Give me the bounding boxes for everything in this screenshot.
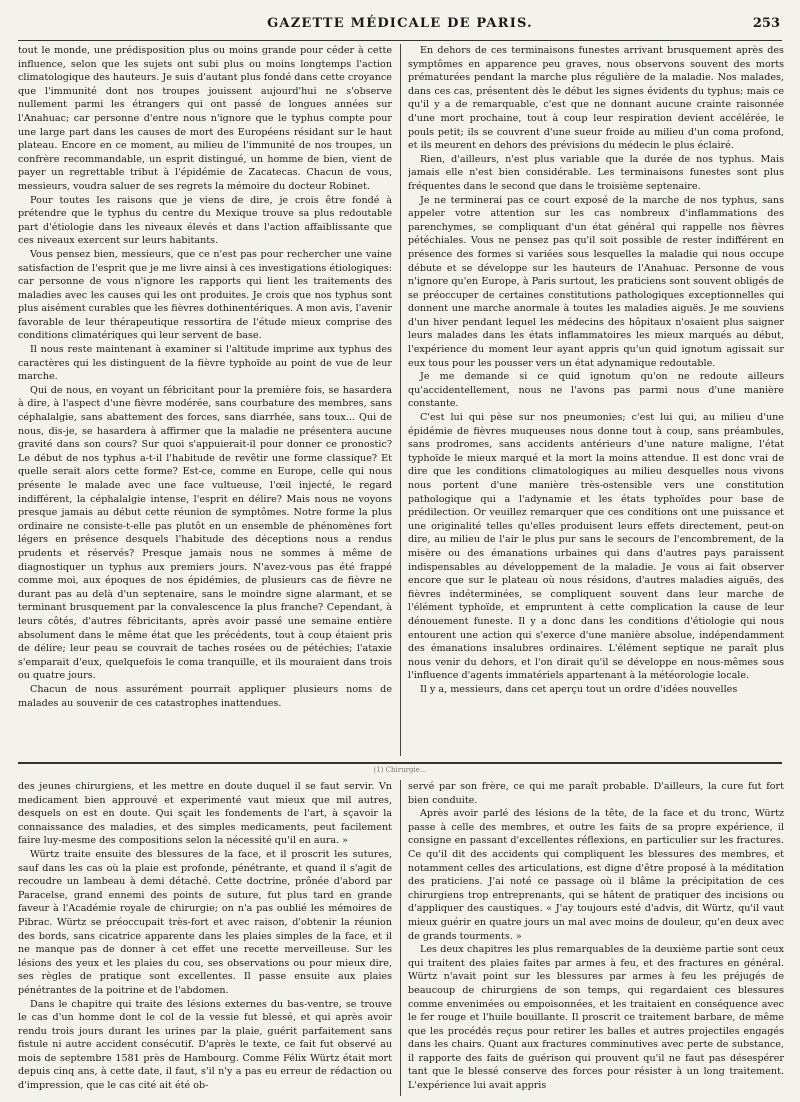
upper-right-column	[408, 44, 784, 756]
paragraph: Il y a, messieurs, dans cet aperçu tout un ordre d'idées nouvelles	[420, 683, 738, 695]
paragraph: En dehors de ces terminaisons funestes arrivant brusquement après des symptômes en apparence peu graves, nous observons souvent des morts prématurées pendant la marche plus régulière de la maladie. Nos malades, dans ces cas, présentent dès le début les signes évidents du typhus; mais ce qu'il y a de remarquable, c'est que ne donnant aucune crainte raisonnée d'une mort prochaine, tout à coup leur respiration devient accélérée, le pouls petit; ils se couvrent d'une sueur froide au milieu d'un coma profond, et ils meurent en dehors des prévisions du médecin le plus éclairé.	[408, 45, 784, 152]
paragraph: tout le monde, une prédisposition plus ou moins grande pour céder à cette influence, selon que les sujets ont subi plus ou moins longtemps l'action climatologique des hauteurs. Je suis d'autant plus fondé dans cette croyance que l'immunité dont nos troupes jouissent aujourd'hui ne s'observe nullement parmi les étrangers qui ont passé de longues années sur l'Anahuac; car personne d'entre nous n'ignore que le typhus compte pour une large part dans les causes de mort des Européens résidant sur le haut plateau. Encore en ce moment, au milieu de l'immunité de nos troupes, un confrère recommandable, un esprit distingué, un homme de bien, vient de payer un regrettable tribut à l'épidémie de Zacatecas. Chacun de vous, messieurs, voudra saluer de ses regrets la mémoire du docteur Robinet.	[18, 45, 392, 192]
page-number: 253	[752, 16, 780, 31]
column-divider	[400, 44, 401, 756]
lower-right-column	[408, 780, 784, 1096]
paragraph: Je me demande si ce quid ignotum qu'on ne redoute ailleurs qu'accidentellement, nous ne l'avons pas parmi nous d'une manière constante.	[408, 371, 784, 410]
paragraph: Chacun de nous assurément pourrait appliquer plusieurs noms de malades au souvenir de ces catastrophes inattendues.	[18, 683, 392, 709]
column-divider	[400, 780, 401, 1096]
paragraph: des jeunes chirurgiens, et les mettre en doute duquel il se faut servir. Vn medicament bien approuvé et experimenté vaut mieux que mil autres, desquels on est en doute. Qui sçait les fondements de l'art, à sçavoir la connaissance des maladies, et des simples medicaments, peut facilement faire luy-mesme des compositions selon la nécessité qu'il en aura. »	[18, 781, 392, 847]
upper-left-column	[18, 44, 392, 756]
bleed-through-footnote: (1) Chirurgie...	[373, 766, 427, 774]
paragraph: Après avoir parlé des lésions de la tête, de la face et du tronc, Würtz passe à celle des membres, et outre les faits de sa propre expérience, il consigne en passant d'excellentes réflexions, en particulier sur les fractures. Ce qu'il dit des accidents qui compliquent les blessures des membres, et notamment celles des articulations, est digne d'être proposé à la méditation des praticiens. J'ai noté ce passage où il blâme la précipitation de ces chirurgiens trop entreprenants, qui se hâtent de pratiquer des incisions ou d'appliquer des caustiques. « J'ay toujours esté d'advis, dit Würtz, qu'il vaut mieux guérir en quatre jours un mal avec moins de douleur, qu'en deux avec de grands tourments. »	[408, 808, 784, 942]
paragraph: Vous pensez bien, messieurs, que ce n'est pas pour rechercher une vaine satisfaction de l'esprit que je me livre ainsi à ces investigations étiologiques: car personne de vous n'ignore les rapports qui lient les traitements des maladies avec les causes qui les ont produites. Je crois que nos typhus sont plus aisément curables que les fièvres dothinentériques. A mon avis, l'avenir favorable de leur thérapeutique ressortira de l'étude mieux comprise des conditions climatériques qui leur servent de base.	[18, 248, 392, 342]
paragraph: C'est lui qui pèse sur nos pneumonies; c'est lui qui, au milieu d'une épidémie de fièvres muqueuses nous donne tout à coup, sans préambules, sans prodromes, sans accidents antérieurs d'une nature maligne, l'état typhoïde le mieux marqué et la mort la moins attendue. Il est donc vrai de dire que les conditions climatologiques au milieu desquelles nous vivons nous portent d'une manière très-ostensible vers une constitution pathologique qui a l'adynamie et les états typhoïdes pour base de prédilection. Or veuillez remarquer que ces conditions ont une puissance et une originalité telles qu'elles produisent leurs effets directement, peut-on dire, au milieu de l'air le plus pur sans le secours de l'encombrement, de la misère ou des émanations urbaines qui dans d'autres pays paraissent indispensables au développement de la maladie. Je vous ai fait observer encore que sur le plateau où nous résidons, d'autres maladies aiguës, des fièvres indéterminées, se compliquent souvent dans leur marche de l'élément typhoïde, et empruntent à cette complication la cause de leur dénouement funeste. Il y a donc dans les conditions d'étiologie qui nous entourent une action qui s'exerce d'une manière absolue, indépendamment des émanations insalubres ordinaires. L'élément septique ne paraît plus nous venir du dehors, et l'on dirait qu'il se développe en nous-mêmes sous l'influence d'agents immatériels appartenant à la météorologie locale.	[408, 412, 784, 682]
paragraph: Il nous reste maintenant à examiner si l'altitude imprime aux typhus des caractères qui les distinguent de la fièvre typhoïde au point de vue de leur marche.	[18, 344, 392, 383]
paragraph: Les deux chapitres les plus remarquables de la deuxième partie sont ceux qui traitent des plaies faites par armes à feu, et des fractures en général. Würtz n'avait point sur les blessures par armes à feu les préjugés de beaucoup de chirurgiens de son temps, qui regardaient ces blessures comme envenimées ou empoisonnées, et les traitaient en conséquence avec le fer rouge et l'huile bouillante. Il proscrit ce traitement barbare, de même que les procédés reçus pour retirer les balles et autres projectiles engagés dans les chairs. Quant aux fractures comminutives avec perte de substance, il rapporte des faits de guérison qui prouvent qu'il ne faut pas désespérer tant que le blessé conserve des forces pour résister à un long traitement. L'expérience lui avait appris	[408, 944, 784, 1092]
paragraph: Pour toutes les raisons que je viens de dire, je crois être fondé à prétendre que le typhus du centre du Mexique trouve sa plus redoutable part d'étiologie dans les niveaux élevés et dans l'action affaiblissante que ces niveaux exercent sur leurs habitants.	[18, 194, 392, 247]
paragraph: Qui de nous, en voyant un fébricitant pour la première fois, se hasardera à dire, à l'aspect d'une fièvre modérée, sans courbature des membres, sans céphalalgie, sans abattement des forces, sans diarrhée, sans toux... Qui de nous, dis-je, se hasardera à affirmer que la maladie ne présentera aucune gravité dans son cours? Sur quoi s'appuierait-il pour donner ce pronostic? Le début de nos typhus a-t-il l'habitude de revêtir une forme classique? Et quelle serait alors cette forme? Est-ce, comme en Europe, celle qui nous présente le malade avec une face vultueuse, l'œil injecté, le regard indifférent, la céphalalgie intense, l'esprit en délire? Mais nous ne voyons presque jamais au début cette réunion de symptômes. Notre forme la plus ordinaire ne consiste-t-elle pas plutôt en un ensemble de phénomènes fort légers en présence desquels l'habitude des déceptions nous a rendus prudents et réservés? Presque jamais nous ne sommes à même de diagnostiquer un typhus aux premiers jours. N'avez-vous pas été frappé comme moi, aux époques de nos épidémies, de plusieurs cas de fièvre ne durant pas au delà d'un septenaire, sans le moindre signe alarmant, et se terminant brusquement par la convalescence la plus franche? Cependant, à leurs côtés, d'autres fébricitants, après avoir passé une semaine entière absolument dans le même état que les précédents, tout à coup étaient pris de délire; leur peau se couvrait de taches rosées ou de pétéchies; l'ataxie s'emparait d'eux, quelquefois le coma tranquille, et ils mouraient dans trois ou quatre jours.	[18, 384, 392, 682]
paragraph: Je ne terminerai pas ce court exposé de la marche de nos typhus, sans appeler votre attention sur les cas nombreux d'inflammations des parenchymes, se compliquant d'un état général qui rappelle nos fièvres pétéchiales. Vous ne pensez pas qu'il soit possible de rester indifférent en présence des formes si variées sous lesquelles la maladie qui nous occupe débute et se développe sur les hauteurs de l'Anahuac. Personne de vous n'ignore qu'en Europe, à Paris surtout, les praticiens sont souvent obligés de se préoccuper de certaines constitutions pathologiques exceptionnelles qui donnent une marche anormale à toutes les maladies aiguës. Je me souviens d'un hiver pendant lequel les médecins des hôpitaux n'osaient plus saigner leurs malades dans les états inflammatoires les mieux marqués au début, l'expérience du moment leur ayant appris qu'un quid ignotum agissait sur eux tous pour les pousser vers un état adynamique redoutable.	[408, 194, 784, 369]
publication-title: GAZETTE MÉDICALE DE PARIS.	[267, 16, 533, 31]
section-divider	[18, 762, 782, 764]
paragraph: Rien, d'ailleurs, n'est plus variable que la durée de nos typhus. Mais jamais elle n'est bien considérable. Les terminaisons funestes sont plus fréquentes dans le second que dans le troisième septenaire.	[408, 153, 784, 192]
lower-left-column	[18, 780, 392, 1096]
paragraph: Dans le chapitre qui traite des lésions externes du bas-ventre, se trouve le cas d'un homme dont le col de la vessie fut blessé, et qui après avoir rendu trois jours durant les urines par la plaie, guérit parfaitement sans fistule ni autre accident consécutif. D'après le texte, ce fait fut observé au mois de septembre 1581 près de Hambourg. Comme Félix Würtz était mort depuis cinq ans, à cette date, il faut, s'il n'y a pas eu erreur de rédaction ou d'impression, que le cas cité ait été ob-	[18, 998, 392, 1092]
page-header	[18, 10, 782, 41]
paragraph: servé par son frère, ce qui me paraît probable. D'ailleurs, la cure fut fort bien conduite.	[408, 781, 784, 806]
paragraph: Würtz traite ensuite des blessures de la face, et il proscrit les sutures, sauf dans les cas où la plaie est profonde, pénétrante, et quand il s'agit de recoudre un lambeau à demi détaché. Cette doctrine, prônée d'abord par Paracelse, grand ennemi des points de suture, fut plus tard en grande faveur à l'Académie royale de chirurgie; on n'a pas oublié les mémoires de Pibrac. Würtz se préoccupait très-fort et avec raison, d'obtenir la réunion des bords, sans cicatrice apparente dans les plaies simples de la face, et il ne manque pas de donner à cet effet une recette merveilleuse. Sur les lésions des yeux et les plaies du cou, ses observations ou pour mieux dire, ses règles de pratique sont excellentes. Il passe ensuite aux plaies pénétrantes de la poitrine et de l'abdomen.	[18, 848, 392, 996]
